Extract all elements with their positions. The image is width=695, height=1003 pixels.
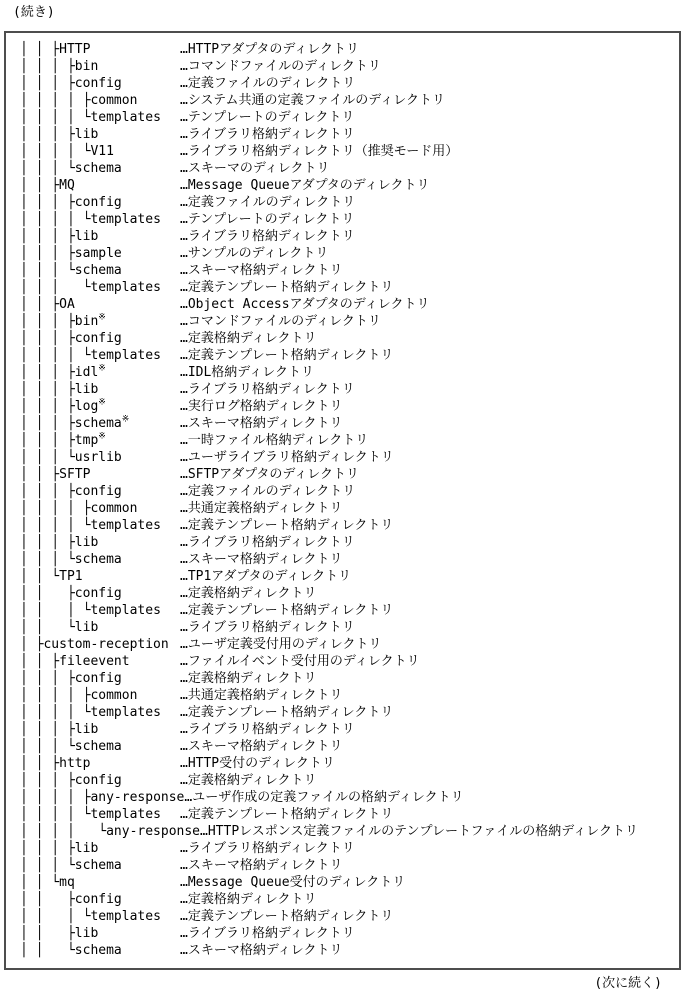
directory-name: lib <box>74 382 99 397</box>
directory-name: templates <box>90 212 161 227</box>
tree-branch-lines: │ │ │ │ ├ <box>20 688 91 703</box>
tree-row <box>20 211 677 228</box>
tree-branch-lines: │ │ ├ <box>20 756 60 771</box>
tree-branch-lines: │ │ │ ├ <box>20 399 75 414</box>
directory-description: …一時ファイル格納ディレクトリ <box>180 433 369 448</box>
directory-description: …定義テンプレート格納ディレクトリ <box>180 348 394 363</box>
tree-row <box>20 449 677 466</box>
tree-cell <box>20 874 180 891</box>
tree-branch-lines: │ │ │ ├ <box>20 671 75 686</box>
tree-cell <box>20 908 180 925</box>
directory-name: config <box>74 671 122 686</box>
directory-name: tmp <box>74 433 99 448</box>
tree-branch-lines: │ │ │ ├ <box>20 722 75 737</box>
directory-description: …コマンドファイルのディレクトリ <box>180 314 381 329</box>
tree-cell <box>20 602 180 619</box>
directory-name: config <box>74 195 122 210</box>
tree-row <box>20 313 677 330</box>
tree-row <box>20 381 677 398</box>
directory-name: schema <box>74 552 122 567</box>
tree-cell <box>20 381 180 398</box>
tree-branch-lines: │ │ ├ <box>20 42 60 57</box>
tree-branch-lines: │ │ │ └ <box>20 161 75 176</box>
directory-description: …共通定義格納ディレクトリ <box>180 688 343 703</box>
directory-description: …ライブラリ格納ディレクトリ <box>180 535 355 550</box>
directory-description: …Object Accessアダプタのディレクトリ <box>180 297 430 312</box>
directory-description: …サンプルのディレクトリ <box>180 246 329 261</box>
directory-name: config <box>74 892 122 907</box>
directory-name: SFTP <box>59 467 91 482</box>
directory-description: …コマンドファイルのディレクトリ <box>180 59 381 74</box>
directory-description: …Message Queue受付のディレクトリ <box>180 875 406 890</box>
directory-description: …ライブラリ格納ディレクトリ <box>180 229 355 244</box>
directory-description: …定義テンプレート格納ディレクトリ <box>180 807 394 822</box>
footnote-mark: ※ <box>98 312 106 323</box>
directory-description: …定義ファイルのディレクトリ <box>180 195 356 210</box>
tree-row <box>20 126 677 143</box>
tree-cell <box>20 313 180 330</box>
tree-row <box>20 653 677 670</box>
tree-cell <box>20 483 180 500</box>
tree-cell <box>20 891 180 908</box>
tree-row <box>20 908 677 925</box>
tree-row <box>20 177 677 194</box>
tree-cell <box>20 823 200 840</box>
tree-row <box>20 41 677 58</box>
directory-description: …SFTPアダプタのディレクトリ <box>180 467 360 482</box>
tree-cell <box>20 500 180 517</box>
directory-name: TP1 <box>59 569 83 584</box>
tree-cell <box>20 653 180 670</box>
tree-branch-lines: │ │ ├ <box>20 467 60 482</box>
tree-branch-lines: │ ├ <box>20 637 44 652</box>
tree-cell <box>20 449 180 466</box>
directory-description: …定義テンプレート格納ディレクトリ <box>180 603 394 618</box>
directory-name: lib <box>74 535 99 550</box>
directory-name: mq <box>59 875 75 890</box>
footnote-mark: ※ <box>98 397 106 408</box>
tree-row <box>20 92 677 109</box>
directory-name: V11 <box>90 144 114 159</box>
tree-branch-lines: │ │ │ ├ <box>20 484 75 499</box>
tree-cell <box>20 330 180 347</box>
directory-name: idl <box>74 365 99 380</box>
tree-cell <box>20 364 180 381</box>
tree-row <box>20 687 677 704</box>
tree-cell <box>20 755 180 772</box>
directory-name: config <box>74 331 122 346</box>
directory-description: …ライブラリ格納ディレクトリ（推奨モード用） <box>180 144 459 159</box>
tree-branch-lines: │ │ │ └ <box>20 450 75 465</box>
directory-description: …TP1アダプタのディレクトリ <box>180 569 352 584</box>
directory-description: …実行ログ格納ディレクトリ <box>180 399 343 414</box>
tree-branch-lines: │ │ ├ <box>20 586 75 601</box>
directory-name: custom-reception <box>43 637 169 652</box>
directory-name: fileevent <box>59 654 130 669</box>
tree-row <box>20 279 677 296</box>
tree-row <box>20 670 677 687</box>
tree-branch-lines: │ │ │ ├ <box>20 76 75 91</box>
tree-cell <box>20 942 180 959</box>
tree-branch-lines: │ │ │ └ <box>20 263 75 278</box>
tree-row <box>20 636 677 653</box>
directory-description: …IDL格納ディレクトリ <box>180 365 315 380</box>
directory-name: lib <box>74 926 99 941</box>
directory-description: …スキーマ格納ディレクトリ <box>180 739 343 754</box>
directory-name: bin <box>74 59 99 74</box>
tree-branch-lines: │ │ │ ├ <box>20 195 75 210</box>
tree-row <box>20 568 677 585</box>
tree-row <box>20 109 677 126</box>
tree-branch-lines: │ │ ├ <box>20 654 60 669</box>
tree-row <box>20 398 677 415</box>
directory-description: …システム共通の定義ファイルのディレクトリ <box>180 93 445 108</box>
directory-name: common <box>90 501 138 516</box>
tree-branch-lines: │ │ └ <box>20 943 75 958</box>
directory-name: sample <box>74 246 122 261</box>
tree-branch-lines: │ │ │ └ <box>20 858 75 873</box>
tree-cell <box>20 466 180 483</box>
tree-row <box>20 194 677 211</box>
directory-name: templates <box>90 348 161 363</box>
tree-cell <box>20 772 180 789</box>
continued-from-previous-label: (続き) <box>13 5 55 20</box>
tree-cell <box>20 211 180 228</box>
directory-name: schema <box>74 416 122 431</box>
directory-name: lib <box>74 620 99 635</box>
tree-branch-lines: │ │ │ ├ <box>20 773 75 788</box>
tree-cell <box>20 41 180 58</box>
directory-name: common <box>90 93 138 108</box>
tree-branch-lines: │ │ │ │ └ <box>20 144 91 159</box>
tree-row <box>20 330 677 347</box>
tree-cell <box>20 143 180 160</box>
tree-cell <box>20 840 180 857</box>
tree-cell <box>20 109 180 126</box>
directory-description: …定義格納ディレクトリ <box>180 331 317 346</box>
tree-branch-lines: │ │ │ │ └ <box>20 518 91 533</box>
tree-cell <box>20 58 180 75</box>
tree-row <box>20 483 677 500</box>
tree-cell <box>20 619 180 636</box>
directory-description: …定義ファイルのディレクトリ <box>180 76 356 91</box>
tree-cell <box>20 568 180 585</box>
tree-row <box>20 432 677 449</box>
directory-description: …HTTP受付のディレクトリ <box>180 756 335 771</box>
tree-row <box>20 347 677 364</box>
directory-description: …ユーザ定義受付用のディレクトリ <box>180 637 382 652</box>
tree-row <box>20 58 677 75</box>
tree-branch-lines: │ │ │ └ <box>20 280 91 295</box>
directory-name: lib <box>74 841 99 856</box>
tree-row <box>20 806 677 823</box>
tree-cell <box>20 670 180 687</box>
tree-row <box>20 585 677 602</box>
directory-description: …定義テンプレート格納ディレクトリ <box>180 705 394 720</box>
directory-name: OA <box>59 297 75 312</box>
tree-row <box>20 534 677 551</box>
directory-name: HTTP <box>59 42 91 57</box>
footnote-mark: ※ <box>121 414 130 425</box>
tree-branch-lines: │ │ │ └ <box>20 603 91 618</box>
directory-description: …HTTPアダプタのディレクトリ <box>180 42 360 57</box>
tree-cell <box>20 75 180 92</box>
tree-branch-lines: │ │ │ ├ <box>20 229 75 244</box>
tree-row <box>20 874 677 891</box>
tree-cell <box>20 636 180 653</box>
directory-description: …スキーマ格納ディレクトリ <box>180 552 343 567</box>
tree-branch-lines: │ │ │ │ ├ <box>20 93 91 108</box>
tree-row <box>20 75 677 92</box>
tree-branch-lines: │ │ │ │ └ <box>20 705 91 720</box>
directory-name: lib <box>74 229 99 244</box>
directory-description: …ファイルイベント受付用のディレクトリ <box>180 654 420 669</box>
tree-cell <box>20 415 180 432</box>
tree-row <box>20 517 677 534</box>
tree-cell <box>20 857 180 874</box>
tree-branch-lines: │ │ │ │ └ <box>20 110 91 125</box>
tree-cell <box>20 432 180 449</box>
directory-description: …ライブラリ格納ディレクトリ <box>180 722 355 737</box>
directory-name: schema <box>74 161 122 176</box>
tree-branch-lines: │ │ ├ <box>20 297 60 312</box>
tree-branch-lines: │ │ │ ├ <box>20 127 75 142</box>
directory-name: lib <box>74 722 99 737</box>
footnote-mark: ※ <box>98 363 106 374</box>
tree-cell <box>20 704 180 721</box>
tree-branch-lines: │ │ │ │ ├ <box>20 790 91 805</box>
directory-name: schema <box>74 263 122 278</box>
directory-description: …定義格納ディレクトリ <box>180 586 317 601</box>
continues-next-label: (次に続く) <box>594 976 662 991</box>
tree-cell <box>20 296 180 313</box>
directory-description: …ユーザ作成の定義ファイルの格納ディレクトリ <box>184 790 464 805</box>
directory-name: common <box>90 688 138 703</box>
directory-tree-box <box>4 31 681 970</box>
directory-name: templates <box>90 518 161 533</box>
tree-row <box>20 840 677 857</box>
tree-row <box>20 891 677 908</box>
tree-row <box>20 942 677 959</box>
tree-cell <box>20 517 180 534</box>
directory-name: http <box>59 756 91 771</box>
tree-cell <box>20 789 184 806</box>
tree-branch-lines: │ │ ├ <box>20 178 60 193</box>
tree-cell <box>20 551 180 568</box>
directory-description: …HTTPレスポンス定義ファイルのテンプレートファイルの格納ディレクトリ <box>200 824 638 839</box>
tree-row <box>20 466 677 483</box>
directory-name: templates <box>90 807 161 822</box>
directory-name: templates <box>90 705 161 720</box>
directory-description: …定義ファイルのディレクトリ <box>180 484 356 499</box>
directory-name: schema <box>74 943 122 958</box>
tree-row <box>20 262 677 279</box>
tree-cell <box>20 228 180 245</box>
directory-description: …定義格納ディレクトリ <box>180 671 317 686</box>
directory-name: schema <box>74 739 122 754</box>
tree-branch-lines: │ │ ├ <box>20 926 75 941</box>
tree-row <box>20 160 677 177</box>
tree-branch-lines: │ │ │ ├ <box>20 246 75 261</box>
tree-cell <box>20 177 180 194</box>
tree-branch-lines: │ │ │ ├ <box>20 59 75 74</box>
directory-description: …定義テンプレート格納ディレクトリ <box>180 280 394 295</box>
directory-description: …ライブラリ格納ディレクトリ <box>180 382 355 397</box>
directory-description: …スキーマ格納ディレクトリ <box>180 263 343 278</box>
tree-branch-lines: │ │ │ ├ <box>20 331 75 346</box>
tree-row <box>20 857 677 874</box>
tree-cell <box>20 194 180 211</box>
tree-branch-lines: │ │ │ ├ <box>20 841 75 856</box>
tree-cell <box>20 245 180 262</box>
directory-name: templates <box>90 603 161 618</box>
directory-name: any-response <box>106 824 201 839</box>
tree-row <box>20 500 677 517</box>
footnote-mark: ※ <box>98 431 106 442</box>
tree-row <box>20 551 677 568</box>
tree-cell <box>20 687 180 704</box>
tree-branch-lines: │ │ │ ├ <box>20 535 75 550</box>
tree-row <box>20 364 677 381</box>
directory-description: …定義テンプレート格納ディレクトリ <box>180 518 394 533</box>
directory-name: usrlib <box>74 450 122 465</box>
tree-branch-lines: │ │ │ ├ <box>20 365 75 380</box>
directory-name: MQ <box>59 178 75 193</box>
directory-name: log <box>74 399 99 414</box>
directory-name: config <box>74 773 122 788</box>
directory-description: …共通定義格納ディレクトリ <box>180 501 343 516</box>
tree-row <box>20 755 677 772</box>
tree-cell <box>20 721 180 738</box>
directory-name: any-response <box>90 790 185 805</box>
directory-description: …ライブラリ格納ディレクトリ <box>180 926 355 941</box>
directory-description: …テンプレートのディレクトリ <box>180 110 355 125</box>
tree-cell <box>20 585 180 602</box>
tree-cell <box>20 126 180 143</box>
tree-cell <box>20 160 180 177</box>
directory-description: …Message Queueアダプタのディレクトリ <box>180 178 430 193</box>
tree-branch-lines: │ │ │ └ <box>20 909 91 924</box>
directory-description: …スキーマ格納ディレクトリ <box>180 416 343 431</box>
directory-name: config <box>74 76 122 91</box>
tree-row <box>20 245 677 262</box>
tree-row <box>20 704 677 721</box>
tree-cell <box>20 92 180 109</box>
directory-name: bin <box>74 314 99 329</box>
tree-cell <box>20 262 180 279</box>
tree-cell <box>20 398 180 415</box>
tree-row <box>20 925 677 942</box>
tree-row <box>20 415 677 432</box>
directory-name: config <box>74 484 122 499</box>
tree-row <box>20 738 677 755</box>
tree-branch-lines: │ │ └ <box>20 569 60 584</box>
tree-row <box>20 602 677 619</box>
directory-name: templates <box>90 909 161 924</box>
directory-description: …定義テンプレート格納ディレクトリ <box>180 909 394 924</box>
tree-branch-lines: │ │ │ ├ <box>20 382 75 397</box>
directory-name: templates <box>90 110 161 125</box>
tree-cell <box>20 279 180 296</box>
tree-row <box>20 789 677 806</box>
tree-branch-lines: │ │ │ │ └ <box>20 824 107 839</box>
directory-description: …定義格納ディレクトリ <box>180 892 317 907</box>
tree-row <box>20 823 677 840</box>
directory-name: schema <box>74 858 122 873</box>
tree-row <box>20 143 677 160</box>
directory-description: …スキーマのディレクトリ <box>180 161 330 176</box>
tree-row <box>20 228 677 245</box>
tree-cell <box>20 347 180 364</box>
tree-branch-lines: │ │ ├ <box>20 892 75 907</box>
directory-description: …ユーザライブラリ格納ディレクトリ <box>180 450 394 465</box>
tree-branch-lines: │ │ │ │ └ <box>20 807 91 822</box>
directory-description: …ライブラリ格納ディレクトリ <box>180 620 355 635</box>
directory-name: lib <box>74 127 99 142</box>
tree-branch-lines: │ │ │ ├ <box>20 416 75 431</box>
tree-branch-lines: │ │ │ ├ <box>20 433 75 448</box>
tree-row <box>20 721 677 738</box>
tree-row <box>20 772 677 789</box>
directory-description: …ライブラリ格納ディレクトリ <box>180 841 355 856</box>
tree-row <box>20 619 677 636</box>
tree-cell <box>20 925 180 942</box>
tree-cell <box>20 738 180 755</box>
tree-branch-lines: │ │ │ │ ├ <box>20 501 91 516</box>
directory-name: config <box>74 586 122 601</box>
tree-branch-lines: │ │ │ └ <box>20 739 75 754</box>
directory-description: …定義格納ディレクトリ <box>180 773 317 788</box>
directory-description: …テンプレートのディレクトリ <box>180 212 355 227</box>
directory-name: templates <box>90 280 161 295</box>
tree-branch-lines: │ │ │ │ └ <box>20 212 91 227</box>
tree-cell <box>20 806 180 823</box>
directory-description: …スキーマ格納ディレクトリ <box>180 943 343 958</box>
tree-branch-lines: │ │ │ └ <box>20 552 75 567</box>
directory-description: …ライブラリ格納ディレクトリ <box>180 127 355 142</box>
tree-branch-lines: │ │ └ <box>20 620 75 635</box>
tree-row <box>20 296 677 313</box>
tree-branch-lines: │ │ │ │ └ <box>20 348 91 363</box>
tree-cell <box>20 534 180 551</box>
tree-branch-lines: │ │ └ <box>20 875 60 890</box>
directory-description: …スキーマ格納ディレクトリ <box>180 858 343 873</box>
directory-tree <box>20 41 677 959</box>
tree-branch-lines: │ │ │ ├ <box>20 314 75 329</box>
